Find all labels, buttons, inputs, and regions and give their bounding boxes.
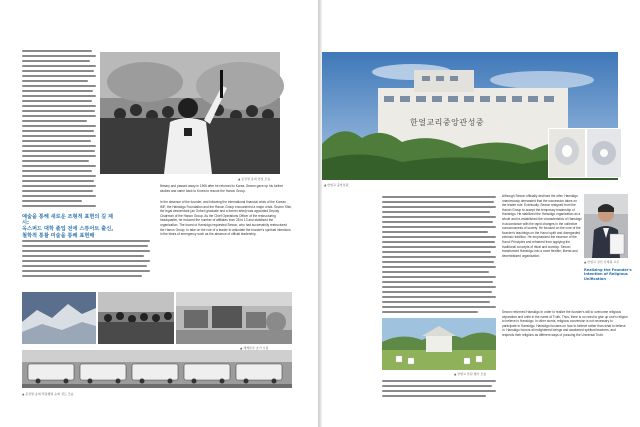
aerial-photo-image [22,292,96,344]
ceremony-photo [382,318,496,370]
ceremony-photo-image [382,318,496,370]
left-english-body: In the absence of the founder, and following the international financial crisis of the Korean IMF, the Hansidgo Foundation and the Hanon Group encountered a major crisis. Sewon Shin, the legal descendant (an Oxford graduate and a former artist) was appointed Deputy Chairman of the Hanon Group. As the Chief Operations Officer of the restructuring headquarter, he reduced the number of affiliates from 28 to 13 and stabilized the organization. The board of Hansidgo requested Sewon, who had successfully restructured the Hanon Group, to take on the role of a leader to articulate the founder's spiritual intentions in the times of emergency such as the absence of official leadership. [160,200,293,237]
building-sign: 한얼교리중앙관성중 [410,118,485,127]
group-photo [98,292,174,344]
city-photo-image [176,292,292,344]
interior-photo-image [549,129,585,177]
portrait-photo-image [584,194,628,258]
dome-photo-image [587,129,621,177]
group-photo-image [98,292,174,344]
right-page [322,0,640,427]
city-photo [176,292,292,344]
speech-photo [100,52,280,174]
bus-photo [22,350,292,388]
bus-photo-image [22,350,292,388]
right-english-bottom: Sewon reformed Hansidgo in order to realize the founder's will to overcome religious separation and unite in the name of Truth. Thus, there is no need to give up one's religion to believe in Hansidgo. In other words, religious conversion is not necessary to participate in Hansidgo. Hansidgo focuses on how to believe rather than what to believe in. Hansidgo honors all enlightened beings and awakened spiritual teachers, and respects their religions as different ways of pursuing the Universal Truth. [502,310,628,337]
left-english-intro: ffrmary and passed away in 1906 after he returned to Korea. Sewon gave up his further studies and came back to Korea to rescue the Hanon Group. [160,184,284,193]
portrait-photo-caption: ▲ 한얼교 성인 신세원 교주 [584,260,620,264]
right-english-top: Although Sewon officially declined the offer, Hansidgo unanimously demanded that the succession takes on the leader role. Eventually, Sewon resigned from the Hanon Group to accept the temporary leadership of Hansidgo. He stabilized the Hansidgo organization as a whole and re-established the characteristics of Hansidgo in accordance with the rapid changes in the collective consciousness of society. He focused on the core of the founder's teachings on the Hanol spirit and disregarded extrinsic tradition. He emphasized the essence of the Hanol Principles and refrained from applying the traditional concepts of ritual and worship. Sewon transformed Hansidgo into a more flexible, liberal and decentralized organization. [502,194,582,258]
building-photo-caption: ▲ 한얼교 중앙본원 [324,183,349,187]
ceremony-photo-caption: ▲ 한얼교 본원 행사 모습 [454,372,487,376]
dome-photo [586,128,622,178]
right-english-heading: Realizing the Founder's Intention of Religious Unification [584,268,632,281]
interior-photo [548,128,586,178]
left-korean-heading: 예술을 통해 새로운 조형적 표현의 길 제시: 옥스퍼드 대학 졸업 전에 스튜어트 출신, 철학적 통찰 미술을 통해 표현해 [22,214,114,239]
left-page [0,0,318,427]
speech-photo-caption: ▲ 문선명 총재 연설 모습 [238,177,271,181]
speech-photo-image [100,52,280,174]
city-photo-caption: ▲ 세계본부 초기 시설 [240,346,269,350]
portrait-photo [584,194,628,258]
aerial-photo [22,292,96,344]
bus-photo-caption: ▲ 문선명 총재 차량행렬 순회 전도 모습 [22,392,74,396]
